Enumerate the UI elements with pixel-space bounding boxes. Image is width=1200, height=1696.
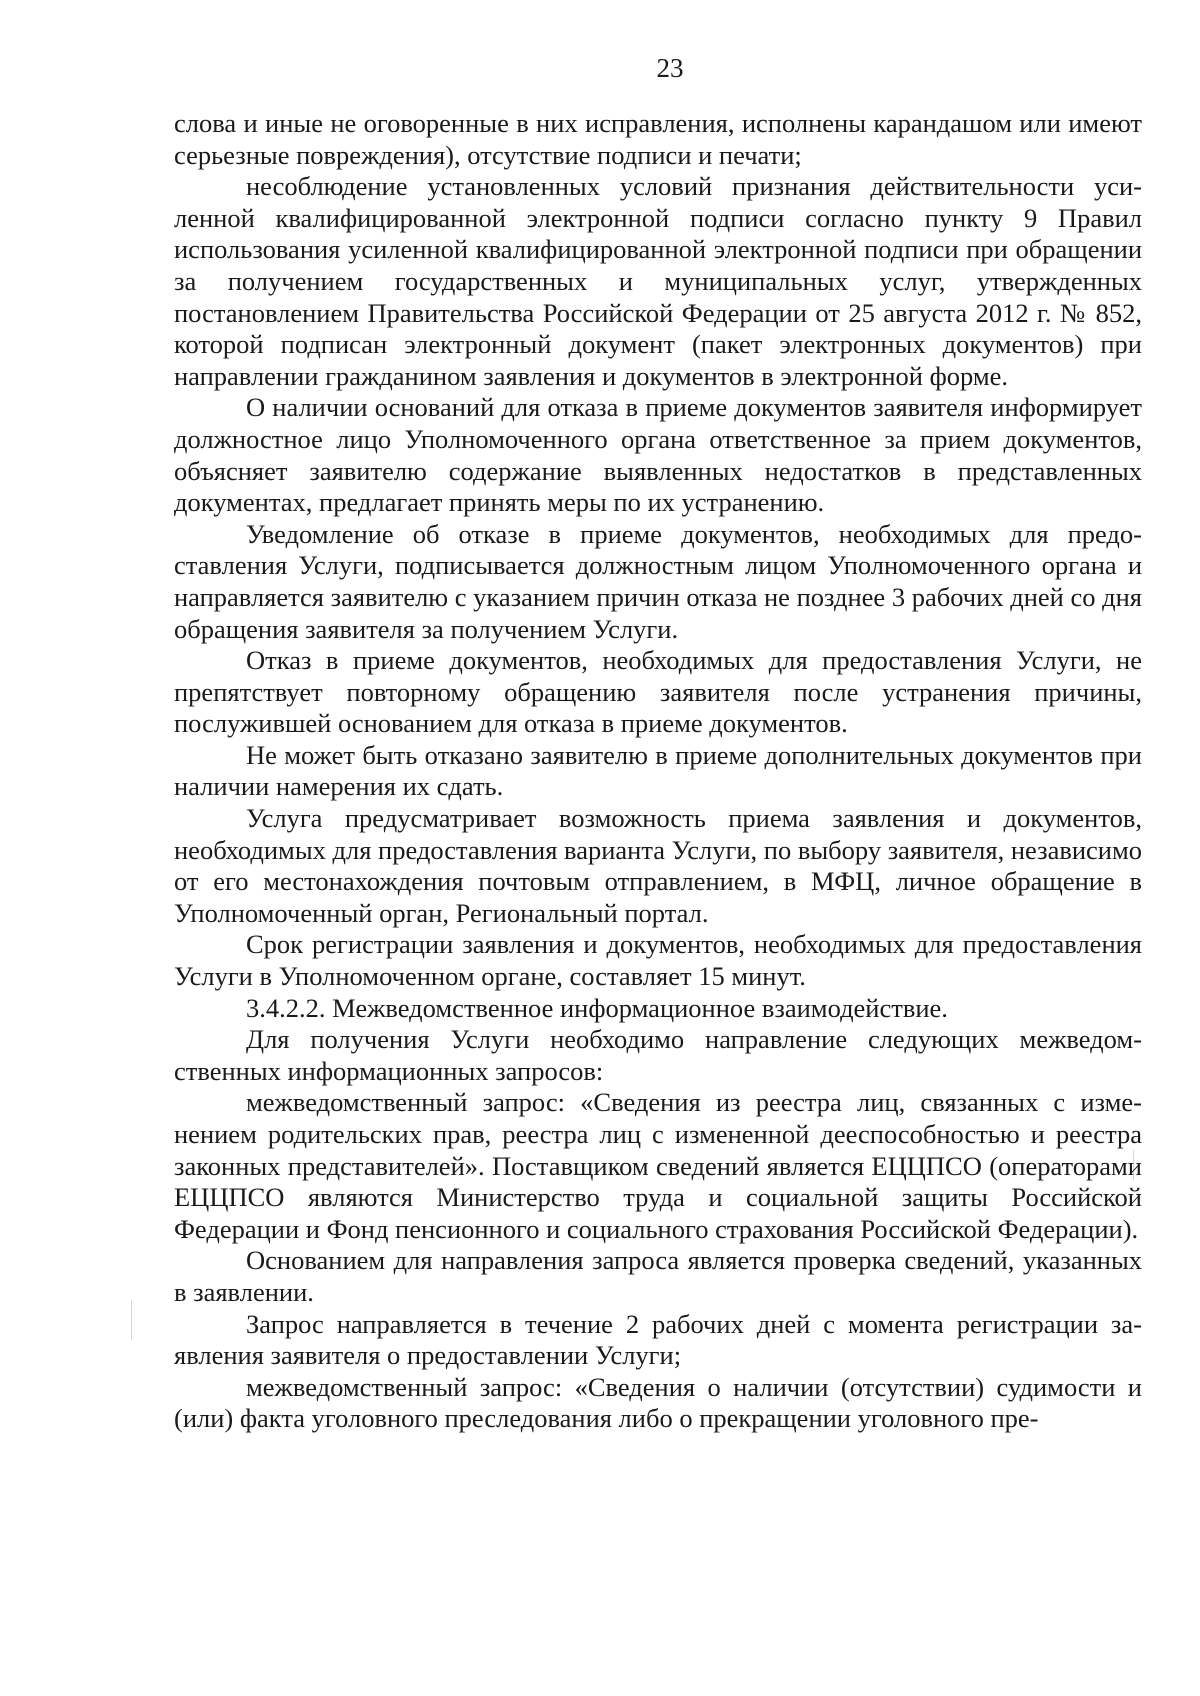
- paragraph: Основанием для направления запроса является проверка сведений, указанных в заявлении.: [174, 1245, 1142, 1307]
- paragraph: несоблюдение установленных условий признания действительности усиленной квалифицированной электронной подписи согласно пункту 9 Правил использования усиленной квалифицированной электронной подписи при обращении за получением государственных и муниципальных услуг, утвержденных постановлением Правительства Российской Федерации от 25 августа 2012 г. № 852, которой подписан электронный документ (пакет электронных документов) при направлении гражданином заявления и документов в электронной форме.: [174, 171, 1142, 391]
- paragraph: Услуга предусматривает возможность приема заявления и документов, необходимых для предоставления варианта Услуги, по выбору заявителя, независимо от его местонахождения почтовым отправлением, в МФЦ, личное обращение в Уполномоченный орган, Региональный портал.: [174, 803, 1142, 928]
- paragraph: Для получения Услуги необходимо направление следующих межведомственных информационных запросов:: [174, 1024, 1142, 1086]
- paragraph: Отказ в приеме документов, необходимых для предоставления Услуги, не препятствует повторному обращению заявителя после устранения причины, послужившей основанием для отказа в приеме документов.: [174, 645, 1142, 739]
- paragraph: межведомственный запрос: «Сведения из реестра лиц, связанных с изменением родительских прав, реестра лиц с измененной дееспособностью и реестра законных представителей». Поставщиком сведений является ЕЦЦПСО (операторами ЕЦЦПСО являются Министерство труда и социальной защиты Российской Федерации и Фонд пенсионного и социального страхования Российской Федерации).: [174, 1087, 1142, 1244]
- paragraph: Не может быть отказано заявителю в приеме дополнительных документов при наличии намерения их сдать.: [174, 739, 1142, 802]
- scan-artifact-line: [131, 1300, 132, 1340]
- section-heading: 3.4.2.2. Межведомственное информационное взаимодействие.: [246, 992, 948, 1023]
- page-number: 23: [656, 53, 684, 83]
- paragraph: Срок регистрации заявления и документов, необходимых для предоставления Услуги в Уполномоченном органе, составляет 15 минут.: [174, 929, 1142, 992]
- paragraph: О наличии оснований для отказа в приеме документов заявителя информирует должностное лицо Уполномоченного органа ответственное за прием документов, объясняет заявителю содержание выявленных недостатков в представленных документах, предлагает принять меры по их устранению.: [174, 392, 1142, 518]
- paragraph: межведомственный запрос: «Сведения о наличии (отсутствии) судимости и (или) факта уголовного преследования либо о прекращении уголовного пре-: [174, 1371, 1142, 1434]
- paragraph: Уведомление об отказе в приеме документов, необходимых для предоставления Услуги, подписывается должностным лицом Уполномоченного органа и направляется заявителю с указанием причин отказа не позднее 3 рабочих дней со дня обращения заявителя за получением Услуги.: [174, 518, 1142, 644]
- paragraph: Запрос направляется в течение 2 рабочих дней с момента регистрации заявления заявителя о предоставлении Услуги;: [174, 1308, 1142, 1371]
- document-body: [174, 108, 1142, 1435]
- paragraph: слова и иные не оговоренные в них исправления, исполнены карандашом или имеют серьезные повреждения), отсутствие подписи и печати;: [174, 108, 1142, 170]
